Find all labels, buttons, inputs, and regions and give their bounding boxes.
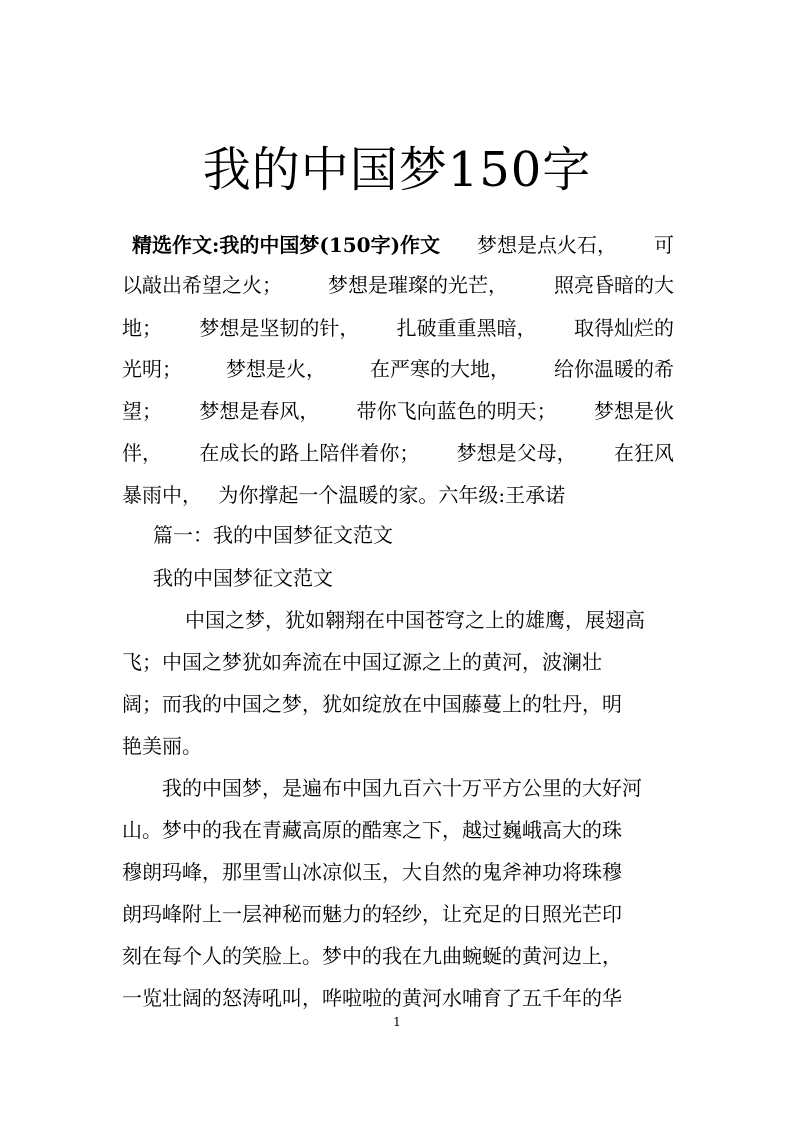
text-segment: 望；: [122, 399, 162, 423]
text-segment: 扎破重重黑暗，: [396, 316, 537, 340]
text-segment: 梦想是坚韧的针，: [199, 316, 360, 340]
paragraph-2-line: 穆朗玛峰，那里雪山冰凉似玉，大自然的鬼斧神功将珠穆: [122, 860, 622, 884]
text-segment: 梦想是璀璨的光芒，: [328, 273, 508, 297]
paragraph-1-line: 阔；而我的中国之梦，犹如绽放在中国藤蔓上的牡丹，明: [122, 692, 622, 716]
text-segment: 梦想是父母，: [456, 441, 577, 465]
text-segment: 梦想是春风，: [199, 399, 320, 423]
intro-line-7: 暴雨中， 为你撑起一个温暖的家。六年级:王承诺: [122, 483, 566, 507]
intro-heading: 精选作文:我的中国梦(150字)作文: [132, 233, 441, 257]
paragraph-1-line: 飞；中国之梦犹如奔流在中国辽源之上的黄河，波澜壮: [122, 650, 602, 674]
section-subheading: 我的中国梦征文范文: [153, 566, 333, 590]
text-segment: 梦想是点火石，: [477, 233, 618, 257]
intro-line-1: [122, 232, 674, 258]
intro-line-5: [122, 398, 674, 424]
paragraph-1-line: 艳美丽。: [122, 734, 202, 758]
intro-line-2: [122, 272, 674, 298]
paragraph-2-line: 山。梦中的我在青藏高原的酷寒之下，越过巍峨高大的珠: [122, 818, 622, 842]
intro-line-3: [122, 315, 674, 341]
text-segment: 梦想是火，: [226, 357, 326, 381]
text-segment: 取得灿烂的: [573, 316, 674, 340]
text-segment: 在成长的路上陪伴着你；: [199, 441, 420, 465]
text-segment: 光明；: [122, 357, 182, 381]
text-segment: 在严寒的大地，: [370, 357, 510, 381]
page-title: 我的中国梦150字: [202, 142, 592, 198]
intro-line-6: [122, 440, 674, 466]
text-segment: 带你飞向蓝色的明天；: [356, 399, 557, 423]
section-heading: 篇一：我的中国梦征文范文: [153, 523, 393, 547]
text-segment: 以敲出希望之火；: [122, 273, 282, 297]
page-number: 1: [393, 1015, 401, 1029]
paragraph-2-line: 朗玛峰附上一层神秘而魅力的轻纱，让充足的日照光芒印: [122, 902, 622, 926]
paragraph-1-line: 中国之梦，犹如翱翔在中国苍穹之上的雄鹰，展翅高: [185, 608, 645, 632]
intro-line-4: [122, 356, 674, 382]
paragraph-2-line: 一览壮阔的怒涛吼叫，哗啦啦的黄河水哺育了五千年的华: [122, 986, 622, 1010]
text-segment: 照亮昏暗的大: [554, 273, 674, 297]
paragraph-2-line: 我的中国梦，是遍布中国九百六十万平方公里的大好河: [162, 776, 642, 800]
text-segment: 伴，: [122, 441, 162, 465]
text-segment: 梦想是伙: [593, 399, 674, 423]
text-segment: 地；: [122, 316, 162, 340]
text-segment: 可: [654, 233, 674, 257]
text-segment: 在狂风: [613, 441, 674, 465]
text-segment: 给你温暖的希: [554, 357, 674, 381]
paragraph-2-line: 刻在每个人的笑脸上。梦中的我在九曲蜿蜒的黄河边上，: [122, 944, 622, 968]
